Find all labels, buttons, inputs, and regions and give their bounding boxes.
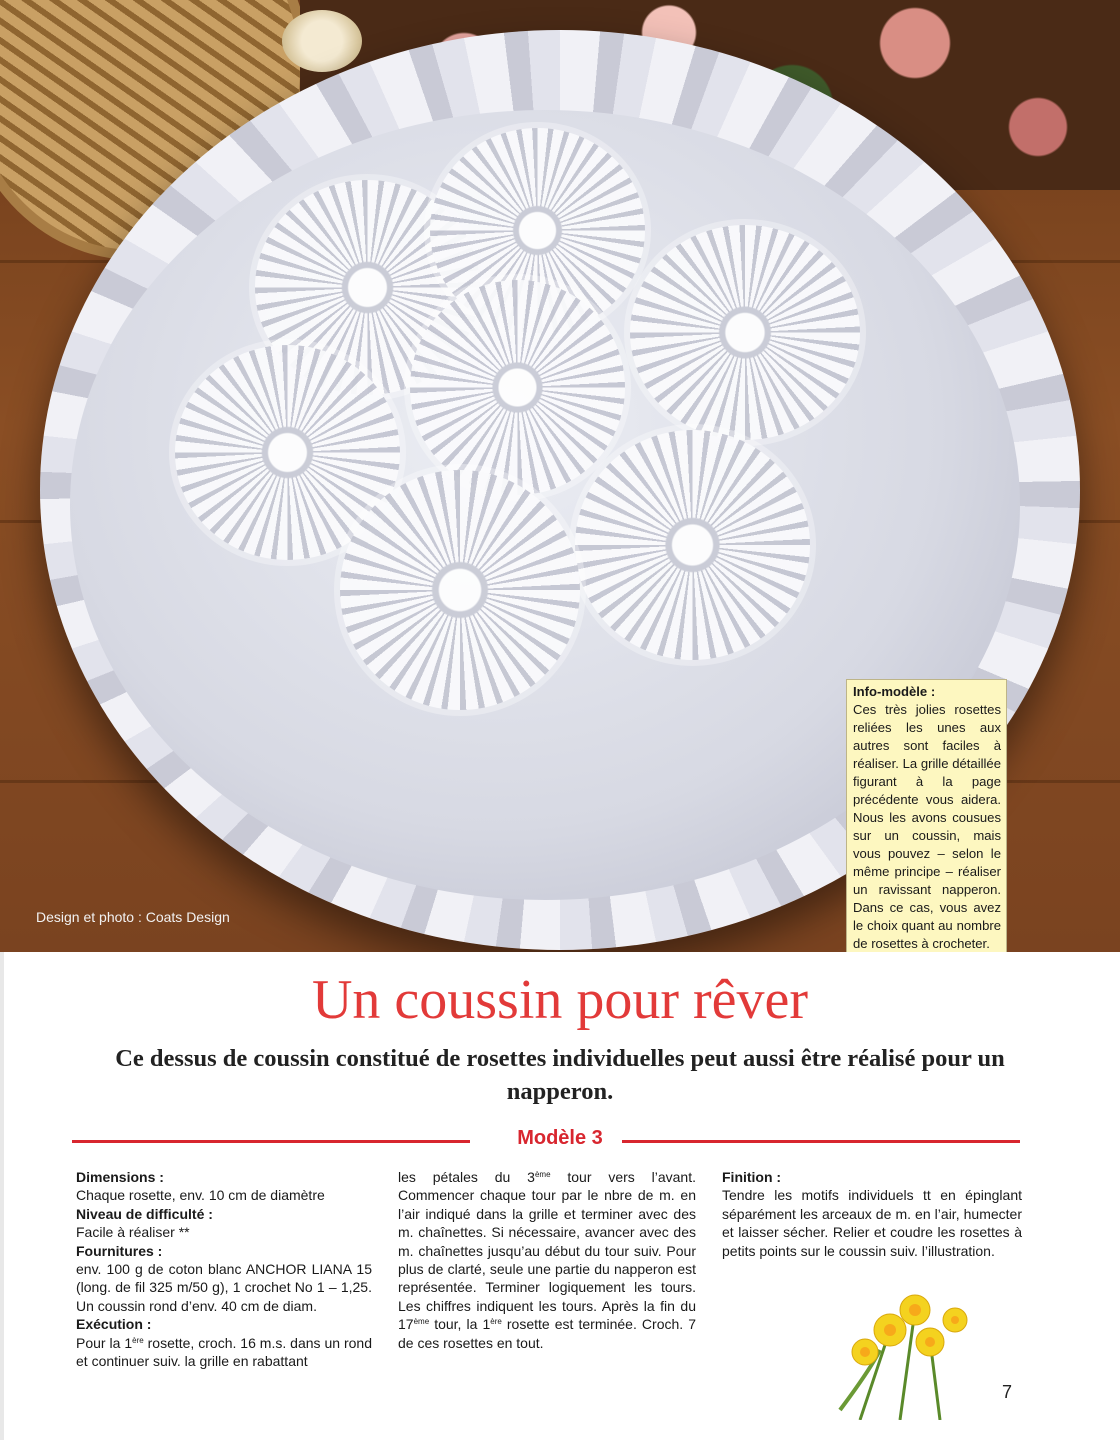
instructions-column-1 (76, 1168, 372, 1370)
execution-text-part: Pour la 1 (76, 1334, 133, 1351)
finish-heading: Finition : (722, 1169, 782, 1185)
dimensions-heading: Dimensions : (76, 1169, 164, 1185)
article-title: Un coussin pour rêver (311, 969, 809, 1031)
finish-text: Tendre les motifs individuels tt en épinglant séparément les arceaux de m. en l’air, humecter et laisser sécher. Relier et coudre les rosettes à petits points sur le coussin suiv. l’illustration. (722, 1187, 1022, 1259)
execution-text-part: les pétales du 3 (398, 1169, 535, 1185)
supplies-text: env. 100 g de coton blanc ANCHOR LIANA 15 (long. de fil 325 m/50 g), 1 crochet No 1 – 1,25. Un coussin rond d’env. 40 cm de diam. (76, 1261, 372, 1314)
crochet-rosette (630, 225, 860, 440)
dimensions-text: Chaque rosette, env. 10 cm de diamètre (76, 1187, 325, 1204)
daffodil-illustration (820, 1290, 980, 1420)
model-label: Modèle 3 (517, 1127, 603, 1149)
section-rule-left (72, 1140, 470, 1143)
ordinal-suffix: ère (132, 1335, 144, 1345)
execution-text-part: rosette, croch. 16 m.s. dans un rond et continuer suiv. la grille en rabattant (76, 1334, 372, 1370)
difficulty-heading: Niveau de difficulté : (76, 1205, 213, 1222)
execution-text-part: tour, la 1 (429, 1316, 491, 1333)
execution-heading: Exécution : (76, 1316, 152, 1333)
ordinal-suffix: ème (534, 1170, 551, 1179)
article-subtitle: Ce dessus de coussin constitué de rosettes individuelles peut aussi être réalisé pour un napperon. (115, 1045, 1005, 1105)
photo-credit: Design et photo : Coats Design (36, 909, 230, 925)
supplies-heading: Fournitures : (76, 1242, 163, 1259)
crochet-rosette (340, 470, 580, 710)
execution-continued-text (398, 1168, 696, 1352)
execution-text-part: rosette est terminée. Croch. 7 de ces rosettes en tout. (398, 1316, 696, 1351)
crochet-rosette (575, 430, 810, 660)
info-box-text: Ces très jolies rosettes reliées les unes aux autres sont faciles à réaliser. La grille détaillée figurant à la page précédente vous aidera. Nous les avons cousues sur un coussin, mais vous pouvez – selon le même principe – réaliser un ravissant napperon. Dans ce cas, vous avez le choix quant au nombre de rosettes à crocheter. (853, 702, 1001, 951)
difficulty-text: Facile à réaliser ** (76, 1224, 190, 1241)
info-box-title: Info-modèle : (853, 684, 936, 699)
section-rule-right (622, 1140, 1020, 1143)
crochet-rosette (410, 280, 625, 495)
info-box (846, 679, 1007, 952)
execution-text-part: tour vers l’avant. Commencer chaque tour par le nbre de m. en l’air indiqué dans la grille et terminer avec des m. chaînettes. Si nécessaire, avancer avec des m. chaînettes jusqu’au début du tour suiv. Pour plus de clarté, seule une partie du napperon est représentée. Terminer logiquement les tours. Les chiffres indiquent les tours. Après la fin du 17 (398, 1169, 696, 1333)
ordinal-suffix: ème (413, 1317, 430, 1327)
page-number: 7 (1002, 1382, 1013, 1402)
rose (282, 10, 362, 72)
execution-text (76, 1334, 372, 1371)
instructions-column-3 (722, 1168, 1022, 1260)
instructions-column-2 (398, 1168, 696, 1352)
ordinal-suffix: ère (490, 1317, 502, 1327)
